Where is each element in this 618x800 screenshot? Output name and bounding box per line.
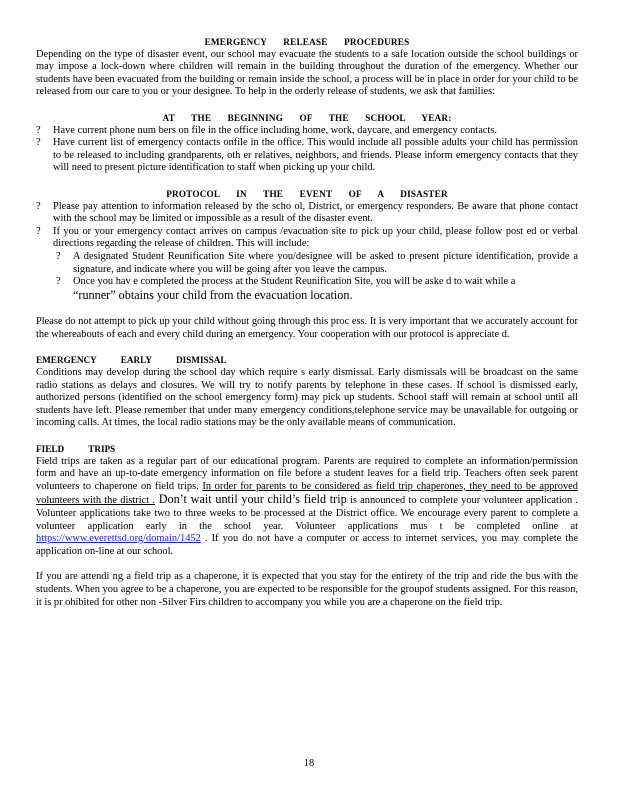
field-trips-paragraph: Field trips are taken as a regular part of our educational program. Parents are required to complete an information/permission form and have an up-to-date emergency information on file before a student leaves for a field trip. Teachers often seek parent volunteers to chaperone on field trips. In order for parents to be considered as field trip chaperones, they need to be approved volunteers with the district . Don’t wait until your child’s field trip is announced to complete your volunteer application . Volunteer applications take two to three weeks to be processed at the District office. We encourage every parent to complete a volunteer application early in the school year. Volunteer applications mus t be completed online at https://www.everettsd.org/domain/1452 . If you do not have a computer or access to internet services, you may complete the application on-line at our school. xyxy=(36,455,579,557)
chaperone-paragraph: If you are attendi ng a field trip as a chaperone, it is expected that you stay for the entirety of the trip and ride the bus with the students. When you agree to be a chaperone, you are expected to be responsible for the groupof students assigned. For this reason, it is pr ohibited for other non -Silver Firs children to accompany you while you are a chaperone on the field trip. xyxy=(36,571,578,608)
runner-text: “runner” obtains your child from the evacuation location. xyxy=(73,287,353,302)
protocol-list xyxy=(36,201,578,251)
bullet-glyph: ? xyxy=(56,276,61,288)
beginning-of-year-list xyxy=(36,125,578,175)
page-number: 18 xyxy=(303,758,315,769)
emergency-release-paragraph: Depending on the type of disaster event, our school may evacuate the students to a safe location outside the school buildings or may impose a lock-down where children will remain in the building throughout the duration of the emergency. Whether our students have been evacuated from the building or remain inside the school, a process will be in place in order for your child to be released from our care to you or your designee. To help in the orderly release of students, we ask that families: xyxy=(36,48,578,98)
protocol-closing-paragraph: Please do not attempt to pick up your child without going through this proc ess. It is very important that we accurately account for the whereabouts of each and every child during an emergency. Your cooperation with our protocol is appreciate d. xyxy=(36,316,578,340)
beginning-of-year-heading: AT THE BEGINNING OF THE SCHOOL YEAR: xyxy=(162,112,452,123)
dont-wait-text: Don’t wait until your child’s field trip xyxy=(155,492,347,507)
protocol-heading: PROTOCOL IN THE EVENT OF A DISASTER xyxy=(166,188,448,199)
document-page xyxy=(36,36,578,609)
list-item: ? A designated Student Reunification Site where you/designee will be asked to present picture identification, provide a signature, and indicate where you will be going after you leave the campus. xyxy=(56,250,578,275)
bullet-glyph: ? xyxy=(36,200,41,212)
bullet-glyph: ? xyxy=(36,225,41,237)
early-dismissal-heading: EMERGENCY EARLY DISMISSAL xyxy=(36,355,227,366)
list-item: ? Please pay attention to information released by the scho ol, District, or emergency responders. Be aware that phone contact with the school may be limited or impossible as a result of the disaster event. xyxy=(36,200,578,225)
list-item: ? If you or your emergency contact arrives on campus /evacuation site to pick up your child, please follow post ed or verbal directions regarding the release of children. This will include: xyxy=(36,225,578,250)
volunteer-application-link[interactable]: https://www.everettsd.org/domain/1452 xyxy=(36,533,201,545)
protocol-sublist xyxy=(36,251,578,303)
list-item: ? Have current phone num bers on file in the office including home, work, daycare, and emergency contacts. xyxy=(36,124,497,136)
list-item: ? Once you hav e completed the process at the Student Reunification Site, you will be aske d to wait while a “runner” obtains your child from the evacuation location. xyxy=(56,276,516,302)
chaperone-requirement-text: In order for parents to be considered as field trip chaperones, they need to be approved volunteers with the district . xyxy=(36,480,578,507)
field-trips-heading: FIELD TRIPS xyxy=(36,444,116,455)
list-item: ? Have current list of emergency contacts onfile in the office. This would include all possible adults your child has permission to be released to including grandparents, oth er relatives, neighbors, and friends. Please inform emergency contacts that they will need to present picture identification to staff when picking up your child. xyxy=(36,137,578,174)
bullet-glyph: ? xyxy=(36,124,41,136)
bullet-glyph: ? xyxy=(56,250,61,262)
emergency-release-heading: EMERGENCY RELEASE PROCEDURES xyxy=(204,37,410,47)
bullet-glyph: ? xyxy=(36,137,41,149)
early-dismissal-paragraph: Conditions may develop during the school day which require s early dismissal. Early dismissals will be broadcast on the same radio stations as delays and closures. We will try to notify parents by telephone in these cases. If school is dismissed early, authorized persons (identified on the school emergency form) may pick up students. School staff will remain at school until all students have left. Please remember that under many emergency conditions,telephone service may be unavailable for outgoing or incoming calls. At times, the local radio stations may be the only available means of communication. xyxy=(36,367,578,429)
